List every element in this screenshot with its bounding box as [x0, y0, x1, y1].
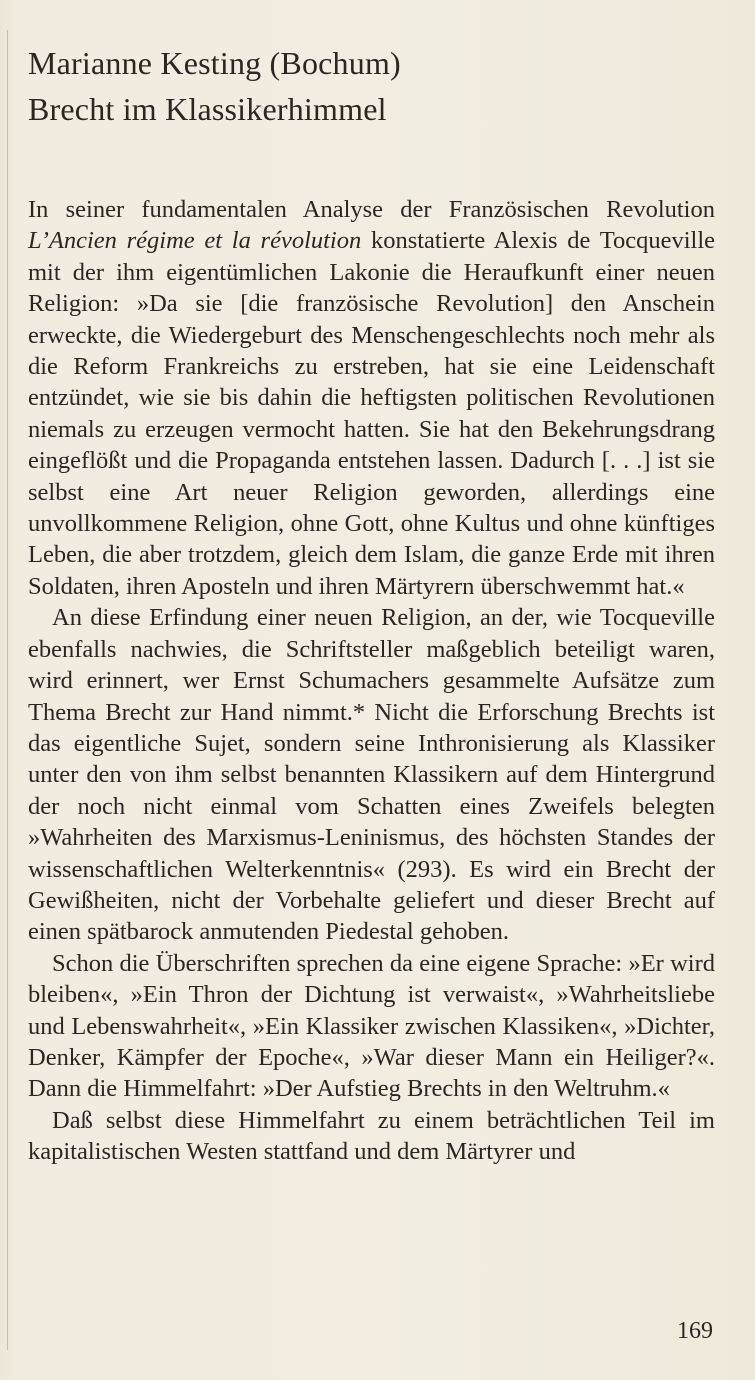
author-heading: Marianne Kesting (Bochum) [28, 45, 401, 81]
paragraph-1-text-a: In seiner fundamentalen Analyse der Französischen Revolution [28, 196, 715, 223]
article-title: Brecht im Klassikerhimmel [28, 91, 387, 127]
paragraph-1 [28, 194, 715, 602]
page-number: 169 [677, 1318, 713, 1344]
paragraph-3: Schon die Überschriften sprechen da eine eigene Sprache: »Er wird bleiben«, »Ein Thron der Dichtung ist verwaist«, »Wahrheitsliebe und Lebenswahrheit«, »Ein Klassiker zwischen Klassiken«, »Dichter, Denker, Kämpfer der Epoche«, »War dieser Mann ein Heiliger?«. Dann die Himmelfahrt: »Der Aufstieg Brechts in den Weltruhm.« [28, 949, 715, 1103]
book-title-italic: L’Ancien régime et la révolution [28, 227, 362, 255]
paragraph-1-text-b: konstatierte Alexis de Tocqueville mit der ihm eigentümlichen Lakonie die Heraufkunft einer neuen Religion: »Da sie [die französische Revolution] den Anschein erweckte, die Wiedergeburt des Menschengeschlechts noch mehr als die Reform Frankreichs zu erstreben, hat sie eine Leidenschaft entzündet, wie sie bis dahin die heftigsten politischen Revolutionen niemals zu erzeugen vermocht hatten. Sie hat den Bekehrungsdrang eingeflößt und die Propaganda entstehen lassen. Dadurch [. . .] ist sie selbst eine Art neuer Religion geworden, allerdings eine unvollkommene Religion, ohne Gott, ohne Kultus und ohne künftiges Leben, die aber trotzdem, gleich dem Islam, die ganze Erde mit ihren Soldaten, ihren Aposteln und ihren Märtyrern überschwemmt hat.« [28, 227, 716, 600]
page-gutter-line [7, 30, 8, 1350]
article-body [28, 194, 715, 1168]
paragraph-2: An diese Erfindung einer neuen Religion, an der, wie Tocqueville ebenfalls nachwies, die Schriftsteller maßgeblich beteiligt waren, wird erinnert, wer Ernst Schumachers gesammelte Aufsätze zum Thema Brecht zur Hand nimmt.* Nicht die Erforschung Brechts ist das eigentliche Sujet, sondern seine Inthronisierung als Klassiker unter den von ihm selbst benannten Klassikern auf dem Hintergrund der noch nicht einmal vom Schatten eines Zweifels belegten »Wahrheiten des Marxismus-Leninismus, des höchsten Standes der wissenschaftlichen Welterkenntnis« (293). Es wird ein Brecht der Gewißheiten, nicht der Vorbehalte geliefert und dieser Brecht auf einen spätbarock anmutenden Piedestal gehoben. [28, 604, 715, 946]
paragraph-4: Daß selbst diese Himmelfahrt zu einem beträchtlichen Teil im kapitalistischen Westen stattfand und dem Märtyrer und [28, 1106, 715, 1166]
article-header [28, 40, 728, 132]
